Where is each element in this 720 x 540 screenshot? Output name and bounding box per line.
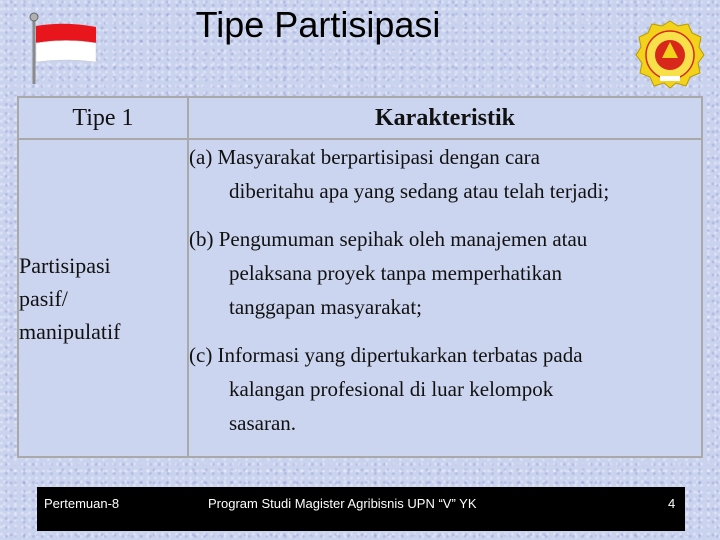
item-line: (c) Informasi yang dipertukarkan terbatas pada: [189, 343, 583, 367]
type-line: Partisipasi: [19, 252, 111, 278]
header-characteristics: Karakteristik: [188, 97, 702, 139]
type-line: manipulatif: [19, 318, 121, 344]
indonesia-flag-icon: [26, 10, 98, 86]
item-line: (b) Pengumuman sepihak oleh manajemen atau: [189, 227, 588, 251]
university-logo-icon: [634, 18, 706, 90]
type-cell: [18, 139, 188, 457]
item-line: diberitahu apa yang sedang atau telah terjadi;: [229, 179, 610, 203]
characteristic-item-b: [189, 222, 701, 324]
characteristics-cell: [188, 139, 702, 457]
page-number: 4: [668, 496, 676, 511]
footer-bar: [37, 487, 685, 531]
item-line: sasaran.: [229, 411, 297, 435]
footer-program: Program Studi Magister Agribisnis UPN “V” YK: [208, 496, 477, 511]
item-line: kalangan profesional di luar kelompok: [229, 377, 554, 401]
footer-session: Pertemuan-8: [44, 496, 120, 511]
type-line: pasif/: [19, 285, 68, 311]
slide-title: Tipe Partisipasi: [195, 4, 441, 45]
characteristic-item-a: [189, 140, 701, 208]
item-line: pelaksana proyek tanpa memperhatikan: [229, 261, 562, 285]
item-line: (a) Masyarakat berpartisipasi dengan cara: [189, 145, 540, 169]
characteristic-item-c: [189, 338, 701, 440]
header-type: Tipe 1: [18, 97, 188, 139]
participation-type-table: [17, 96, 703, 458]
item-line: tanggapan masyarakat;: [229, 295, 422, 319]
